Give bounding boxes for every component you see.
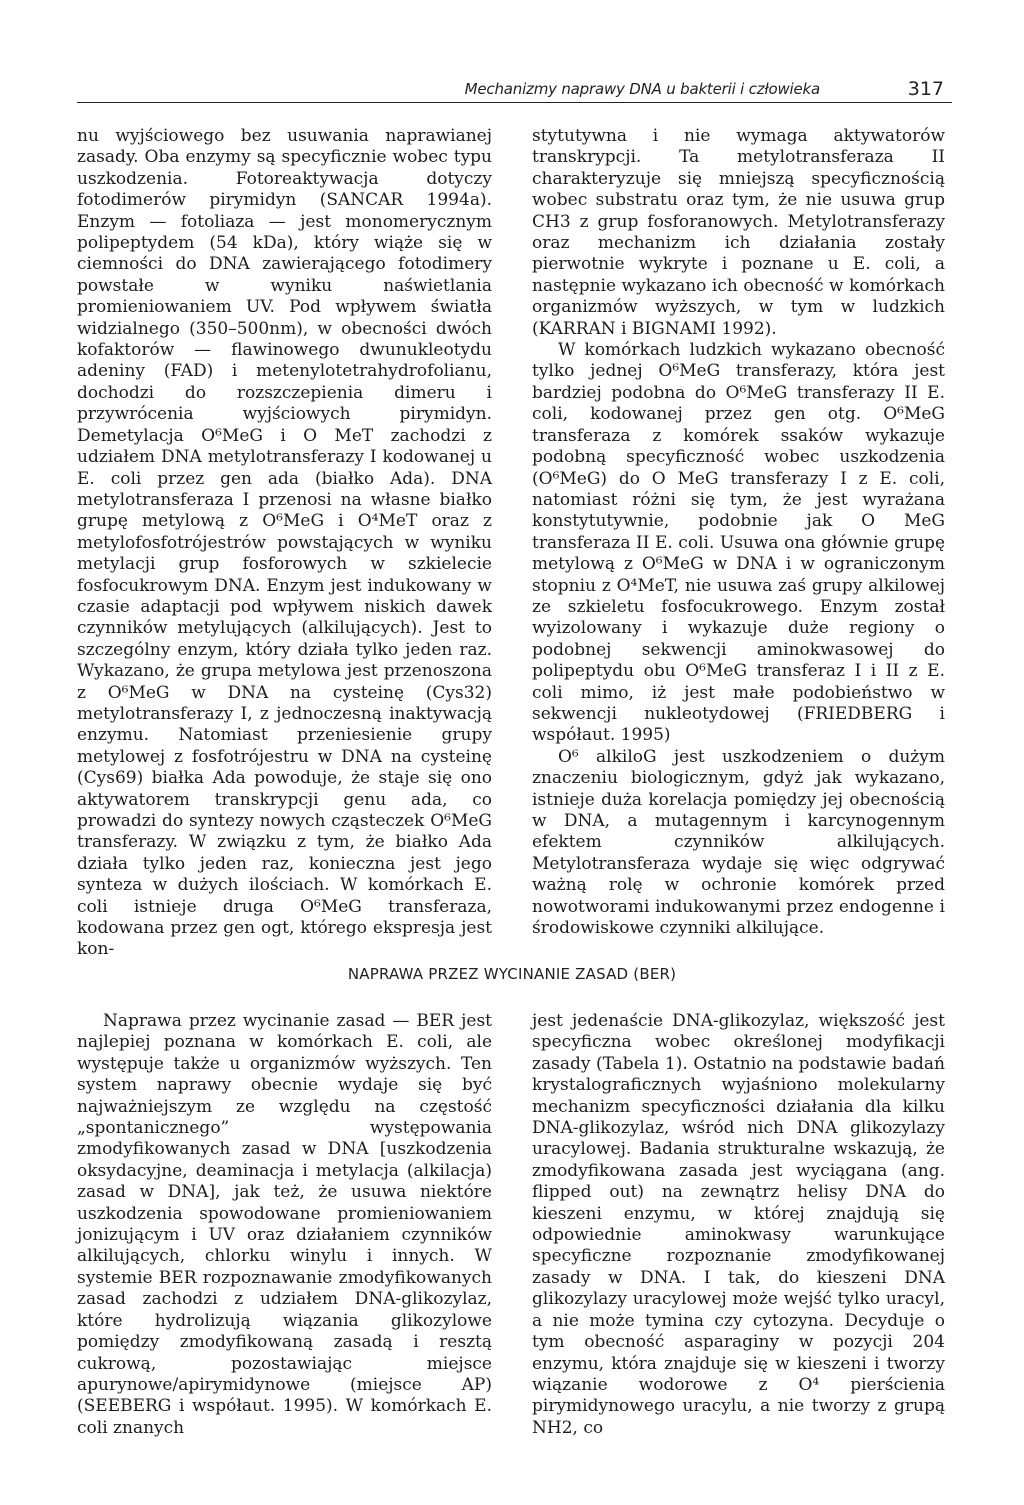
paragraph: stytutywna i nie wymaga aktywatorów transkrypcji. Ta metylotransferaza II charakteryzuje się mniejszą specyficznością wobec substratu oraz tym, że nie usuwa grup CH3 z grup fosforanowych. Metylotransferazy oraz mechanizm ich działania zostały pierwotnie wykryte i poznane u E. coli, a następnie wykazano ich obecność w komórkach organizmów wyższych, w tym w ludzkich (KARRAN i BIGNAMI 1992). — [532, 126, 945, 339]
paragraph: nu wyjściowego bez usuwania naprawianej zasady. Oba enzymy są specyficznie wobec typu uszkodzenia. Fotoreaktywacja dotyczy fotodimerów pirymidyn (SANCAR 1994a). Enzym — fotoliaza — jest monomerycznym polipeptydem (54 kDa), który wiąże się w ciemności do DNA zawierającego fotodimery powstałe w wyniku naświetlania promieniowaniem UV. Pod wpływem światła widzialnego (350–500nm), w obecności dwóch kofaktorów — flawinowego dwunukleotydu adeniny (FAD) i metenylotetrahydrofolianu, dochodzi do rozszczepienia dimeru i przywrócenia wyjściowych pirymidyn. Demetylacja O⁶MeG i O MeT zachodzi z udziałem DNA metylotransferazy I kodowanej u E. coli przez gen ada (białko Ada). DNA metylotransferaza I przenosi na własne białko grupę metylową z O⁶MeG i O⁴MeT oraz z metylofosfotrójestrów powstających w wyniku metylacji grup fosforowych w szkielecie fosfocukrowym DNA. Enzym jest indukowany w czasie adaptacji pod wpływem niskich dawek czynników metylujących (alkilujących). Jest to szczególny enzym, który działa tylko jeden raz. Wykazano, że grupa metylowa jest przenoszona z O⁶MeG w DNA na cysteinę (Cys32) metylotransferazy I, z jednoczesną inaktywacją enzymu. Natomiast przeniesienie grupy metylowej z fosfotrójestru w DNA na cysteinę (Cys69) białka Ada powoduje, że staje się ono aktywatorem transkrypcji genu ada, co prowadzi do syntezy nowych cząsteczek O⁶MeG transferazy. W związku z tym, że białko Ada działa tylko jeden raz, konieczna jest jego synteza w dużych ilościach. W komórkach E. coli istnieje druga O⁶MeG transferaza, kodowana przez gen ogt, którego ekspresja jest kon- — [77, 126, 492, 960]
paragraph: jest jedenaście DNA-glikozylaz, większość jest specyficzna wobec określonej modyfikacji zasady (Tabela 1). Ostatnio na podstawie badań krystalograficznych wyjaśniono molekularny mechanizm specyficzności działania dla kilku DNA-glikozylaz, wśród nich DNA glikozylazy uracylowej. Badania strukturalne wskazują, że zmodyfikowana zasada jest wyciągana (ang. flipped out) na zewnątrz helisy DNA do kieszeni enzymu, w której znajdują się odpowiednie aminokwasy warunkujące specyficzne rozpoznanie zmodyfikowanej zasady w DNA. I tak, do kieszeni DNA glikozylazy uracylowej może wejść tylko uracyl, a nie może tymina czy cytozyna. Decyduje o tym obecność asparaginy w pozycji 204 enzymu, która znajduje się w kieszeni i tworzy wiązanie wodorowe z O⁴ pierścienia pirymidynowego uracylu, a nie tworzy z grupą NH2, co — [532, 1011, 945, 1438]
column-bottom-left — [77, 1011, 492, 1439]
column-top-left — [77, 126, 492, 961]
column-top-right — [532, 126, 945, 939]
running-title: Mechanizmy naprawy DNA u bakterii i człowieka — [464, 80, 820, 98]
page-number: 317 — [907, 78, 944, 100]
paragraph: Naprawa przez wycinanie zasad — BER jest najlepiej poznana w komórkach E. coli, ale występuje także u organizmów wyższych. Ten system naprawy obecnie wydaje się być najważniejszym ze względu na częstość „spontanicznego” występowania zmodyfikowanych zasad w DNA [uszkodzenia oksydacyjne, deaminacja i metylacja (alkilacja) zasad w DNA], jak też, że usuwa niektóre uszkodzenia spowodowane promieniowaniem jonizującym i UV oraz działaniem czynników alkilujących, chlorku winylu i innych. W systemie BER rozpoznawanie zmodyfikowanych zasad zachodzi z udziałem DNA-glikozylaz, które hydrolizują wiązania glikozylowe pomiędzy zmodyfikowaną zasadą i resztą cukrową, pozostawiając miejsce apurynowe/apirymidynowe (miejsce AP) (SEEBERG i współaut. 1995). W komórkach E. coli znanych — [77, 1011, 492, 1438]
paragraph: W komórkach ludzkich wykazano obecność tylko jednej O⁶MeG transferazy, która jest bardziej podobna do O⁶MeG transferazy II E. coli, kodowanej przez gen otg. O⁶MeG transferaza z komórek ssaków wykazuje podobną specyficzność wobec uszkodzenia (O⁶MeG) do O MeG transferazy I z E. coli, natomiast różni się tym, że jest wyrażana konstytutywnie, podobnie jak O MeG transferaza II E. coli. Usuwa ona głównie grupę metylową z O⁶MeG w DNA i w ograniczonym stopniu z O⁴MeT, nie usuwa zaś grupy alkilowej ze szkieletu fosfocukrowego. Enzym został wyizolowany i wykazuje duże regiony o podobnej sekwencji aminokwasowej do polipeptydu obu O⁶MeG transferaz I i II z E. coli mimo, iż jest małe podobieństwo w sekwencji nukleotydowej (FRIEDBERG i współaut. 1995) — [532, 340, 945, 746]
running-header — [77, 78, 952, 103]
paragraph: O⁶ alkiloG jest uszkodzeniem o dużym znaczeniu biologicznym, gdyż jak wykazano, istnieje duża korelacja pomiędzy jej obecnością w DNA, a mutagennym i karcynogennym efektem czynników alkilujących. Metylotransferaza wydaje się więc odgrywać ważną rolę w ochronie komórek przed nowotworami indukowanymi przez endogenne i środowiskowe czynniki alkilujące. — [532, 746, 945, 939]
column-bottom-right — [532, 1011, 945, 1439]
section-heading: NAPRAWA PRZEZ WYCINANIE ZASAD (BER) — [347, 965, 677, 983]
